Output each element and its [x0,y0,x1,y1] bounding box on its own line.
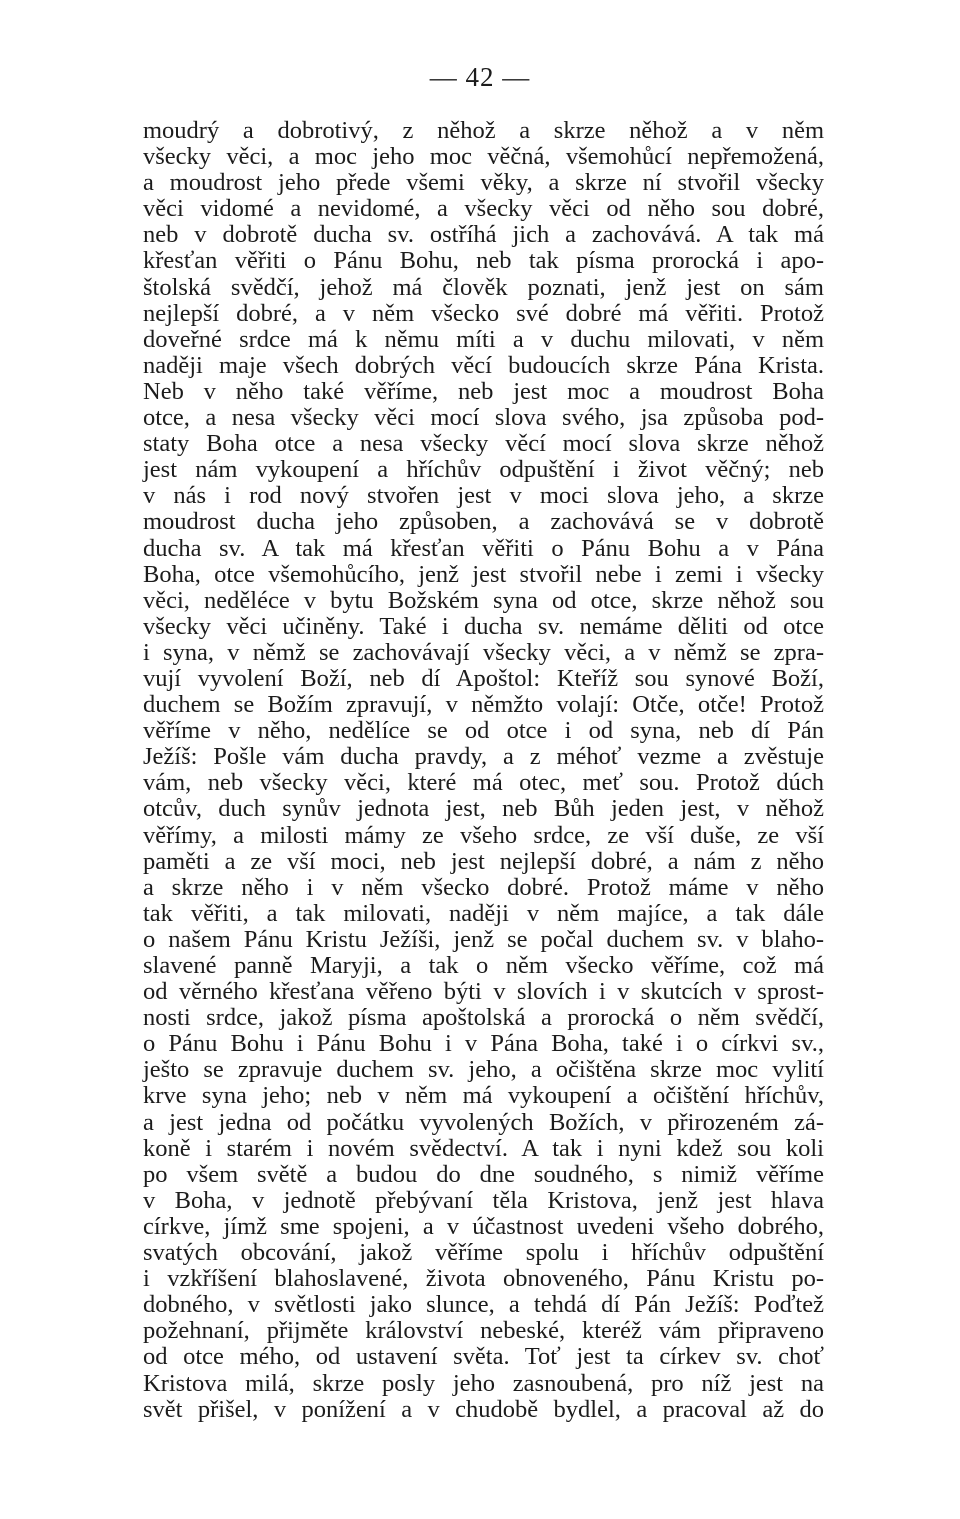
text-line: všecky věci, a moc jeho moc věčná, všemohůcí nepřemožená, [143,143,824,171]
text-line: koně i starém i novém svědectví. A tak i nyni kdež sou koli [143,1134,824,1162]
text-line: slavené panně Maryji, a tak o něm všecko věříme, což má [143,952,824,979]
text-line: štolská svědčí, jehož má člověk poznati, jenž jest on sám [143,273,824,301]
text-line: Boha, otce všemohůcího, jenž jest stvořil nebe i zemi i všecky [143,560,824,588]
body-text [143,118,824,1423]
text-line: jest nám vykoupení a hříchův odpuštění i život věčný; neb [143,456,824,484]
text-line: dobného, v světlosti jako slunce, a tehdá dí Pán Ježíš: Poďtež [143,1291,824,1319]
text-line: ještо se zpravuje duchem sv. jeho, a očištěna skrze moc vylití [143,1056,824,1084]
text-line: Neb v něho také věříme, neb jest moc a moudrost Boha [143,377,824,405]
text-line: neb v dobrotě ducha sv. ostříhá jich a zachovává. A tak má [143,221,824,249]
page-number: — 42 — [429,62,531,92]
text-line: otcův, duch synův jednota jest, neb Bůh jeden jest, v něhož [143,795,824,823]
text-line: nejlepší dobré, a v něm všecko své dobré má věřiti. Protož [143,299,824,327]
text-line: věříme v něho, nedělíce se od otce i od syna, neb dí Pán [143,717,824,745]
text-line: po všem světě a budou do dne soudného, s nimiž věříme [143,1160,824,1188]
text-line: moudrost ducha jeho způsoben, a zachovává se v dobrotě [143,508,824,536]
text-line: tak věřiti, a tak milovati, naději v něm majíce, a tak dále [143,899,824,927]
text-line: požehnaní, přijměte království nebeské, kteréž vám připraveno [143,1317,824,1345]
text-line: v Boha, v jednotě přebývaní těla Kristova, jenž jest hlava [143,1186,824,1214]
text-line: křesťan věřiti o Pánu Bohu, neb tak písma prorocká i apo- [143,247,824,275]
text-line: vují vyvolení Boží, neb dí Apoštol: Kteříž sou synové Boží, [143,664,824,692]
text-line: krve syna jeho; neb v něm má vykoupení a očištění hříchův, [143,1082,824,1110]
text-line: svatých obcování, jakož věříme spolu i hříchův odpuštění [143,1239,824,1267]
text-line: věřímy, a milosti mámy ze všeho srdce, ze vší duše, ze vší [143,821,824,849]
text-line: věci, neděléce v bytu Božském syna od otce, skrze něhož sou [143,586,824,614]
text-line: moudrý a dobrotivý, z něhož a skrze něhož a v něm [143,117,824,144]
text-line: ducha sv. A tak má křesťan věřiti o Pánu Bohu a v Pána [143,534,824,562]
text-line: i syna, v němž se zachovávají všecky věci, a v němž se zpra- [143,638,824,666]
text-line: vám, neb všecky věci, které má otec, meť sou. Protož dúch [143,769,824,797]
text-line: paměti a ze vší moci, neb jest nejlepší dobré, a nám z něho [143,847,824,875]
text-line: o našem Pánu Kristu Ježíši, jenž se počal duchem sv. v blaho- [143,925,824,953]
text-line: o Pánu Bohu i Pánu Bohu i v Pána Boha, také i o církvi sv., [143,1030,824,1058]
text-line: nosti srdce, jakož písma apoštolská a prorocká o něm svědčí, [143,1004,824,1032]
text-line: a jest jedna od počátku vyvolených Božích, v přirozeném zá- [143,1108,824,1136]
text-line: v nás i rod nový stvořen jest v moci slova jeho, a skrze [143,482,824,510]
text-line: naději maje všech dobrých věcí budoucích skrze Pána Krista. [143,351,824,379]
text-line: od otce mého, od ustavení světa. Toť jest ta církev sv. choť [143,1343,824,1371]
text-line: Kristova milá, skrze posly jeho zasnoubená, pro níž jest na [143,1369,824,1397]
text-line: Ježíš: Pošle vám ducha pravdy, a z méhoť vezme a zvěstuje [143,743,824,771]
text-line: i vzkříšení blahoslavené, života obnoveného, Pánu Kristu po- [143,1265,824,1293]
text-line: všecky věci učiněny. Také i ducha sv. nemáme děliti od otce [143,612,824,640]
text-line: od věrného křesťana věřeno býti v slovích i v skutcích v sprost- [143,978,824,1006]
text-line: staty Boha otce a nesa všecky věcí mocí slova skrze něhož [143,430,824,458]
text-line: otce, a nesa všecky věci mocí slova svého, jsa způsoba pod- [143,404,824,432]
text-line: věci vidomé a nevidomé, a všecky věci od něho sou dobré, [143,195,824,223]
text-line: církve, jímž sme spojeni, a v účastnost uvedeni všeho dobrého, [143,1212,824,1240]
text-line: doveřné srdce má k němu míti a v duchu milovati, v něm [143,325,824,353]
text-line: a moudrost jeho přede všemi věky, a skrze ní stvořil všecky [143,169,824,197]
text-line: a skrze něho i v něm všecko dobré. Protož máme v něho [143,873,824,901]
text-line: svět přišel, v ponížení a v chudobě bydlel, a pracoval až do [143,1395,824,1423]
text-line: duchem se Božím zpravují, v němžto volají: Otče, otče! Protož [143,691,824,719]
